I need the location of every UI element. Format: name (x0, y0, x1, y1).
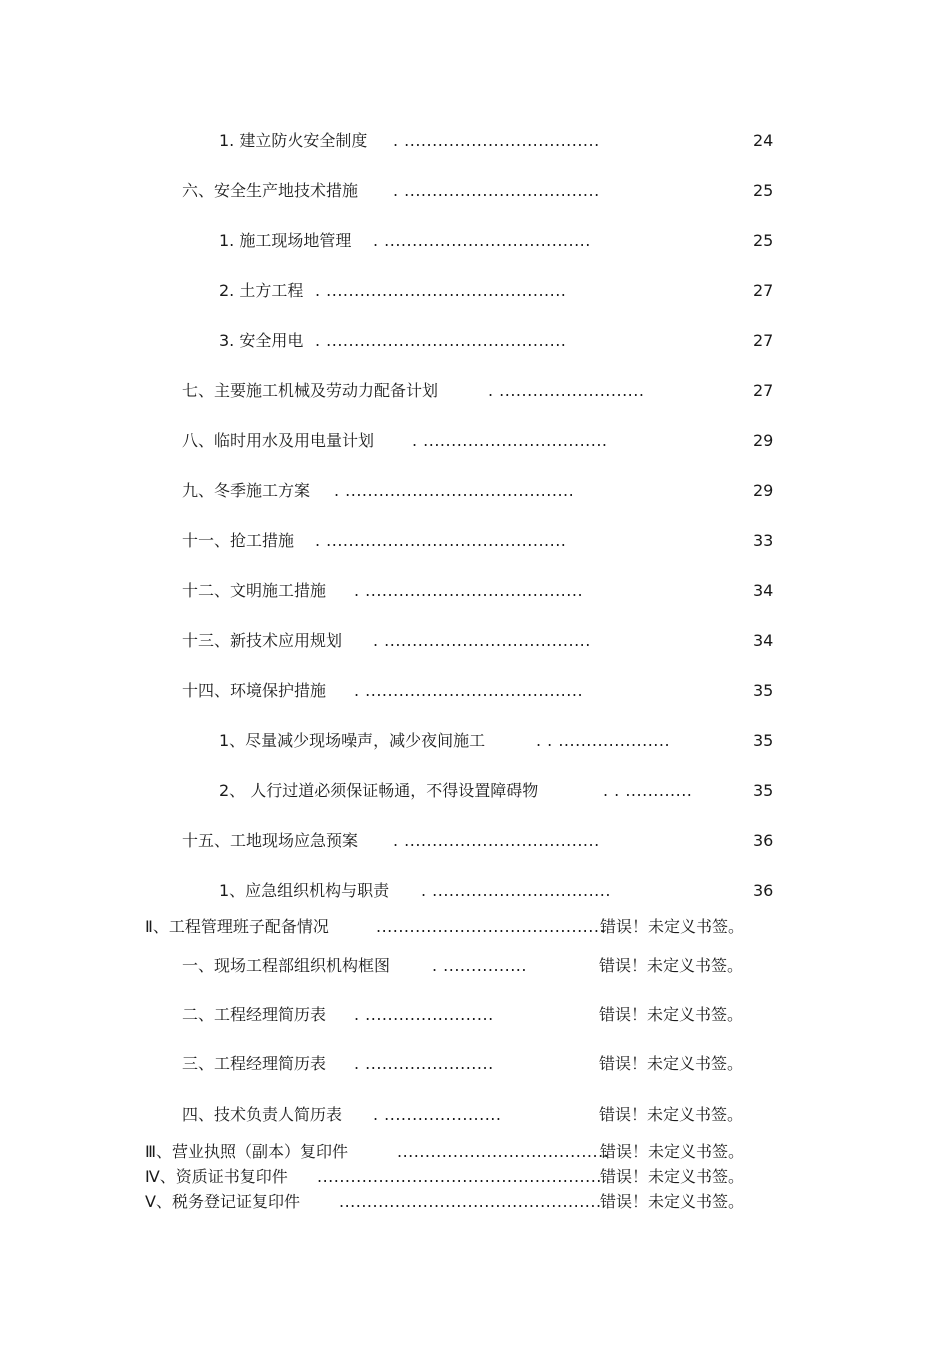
toc-leader-dots: . ..................... (373, 1105, 502, 1124)
toc-page-number: 错误！未定义书签。 (600, 1142, 745, 1161)
toc-leader-dots: ......................................... (376, 917, 606, 936)
toc-page-number: 29 (753, 481, 774, 500)
toc-entry-label: 七、主要施工机械及劳动力配备计划 (182, 381, 439, 400)
toc-leader-dots: . ....................... (354, 1054, 494, 1073)
toc-page-number: 34 (753, 631, 774, 650)
toc-entry-label: 八、临时用水及用电量计划 (182, 431, 375, 450)
toc-leader-dots: . ..................................... (373, 631, 591, 650)
toc-entry-label: 十四、环境保护措施 (182, 681, 327, 700)
toc-page-number: 36 (753, 881, 774, 900)
toc-entry-label: Ⅳ、资质证书复印件 (145, 1167, 288, 1186)
toc-page-number: 34 (753, 581, 774, 600)
toc-leader-dots: . ................................... (393, 831, 600, 850)
toc-leader-dots: ................................................... (317, 1167, 602, 1186)
toc-page-number: 29 (753, 431, 774, 450)
toc-page-number: 35 (753, 681, 774, 700)
toc-entry-label: 十一、抢工措施 (182, 531, 295, 550)
toc-page-number: 错误！未定义书签。 (599, 1005, 744, 1024)
toc-leader-dots: . ............... (432, 956, 527, 975)
toc-page-number: 错误！未定义书签。 (600, 1167, 745, 1186)
toc-leader-dots: . ........................................... (315, 531, 567, 550)
toc-entry-label: 一、现场工程部组织机构框图 (182, 956, 391, 975)
toc-entry-label: 1、尽量减少现场噪声，减少夜间施工 (219, 731, 486, 750)
toc-entry-label: 十三、新技术应用规划 (182, 631, 343, 650)
toc-entry-label: 1. 建立防火安全制度 (219, 131, 368, 150)
toc-entry-label: 二、工程经理简历表 (182, 1005, 327, 1024)
toc-leader-dots: . ..................................... (373, 231, 591, 250)
toc-leader-dots: . ................................... (393, 131, 600, 150)
toc-page-number: 错误！未定义书签。 (599, 1054, 744, 1073)
toc-leader-dots: . . ............ (603, 781, 693, 800)
toc-entry-label: 九、冬季施工方案 (182, 481, 311, 500)
toc-entry-label: Ⅲ、营业执照（副本）复印件 (145, 1142, 349, 1161)
toc-entry-label: 2、 人行过道必须保证畅通，不得设置障碍物 (219, 781, 539, 800)
toc-leader-dots: . ....................................... (354, 581, 584, 600)
toc-leader-dots: ...................................... (397, 1142, 610, 1161)
toc-page-number: 36 (753, 831, 774, 850)
toc-leader-dots: . .......................... (488, 381, 645, 400)
toc-entry-label: 1. 施工现场地管理 (219, 231, 352, 250)
toc-leader-dots: . ....................... (354, 1005, 494, 1024)
toc-leader-dots: . ......................................... (334, 481, 575, 500)
toc-page-number: 27 (753, 281, 774, 300)
toc-entry-label: 十二、文明施工措施 (182, 581, 327, 600)
toc-page-number: 25 (753, 181, 774, 200)
toc-page-number: 错误！未定义书签。 (599, 956, 744, 975)
toc-entry-label: 2. 土方工程 (219, 281, 304, 300)
toc-entry-label: 三、工程经理简历表 (182, 1054, 327, 1073)
toc-leader-dots: . ....................................... (354, 681, 584, 700)
toc-leader-dots: ............................................... (339, 1192, 602, 1211)
toc-leader-dots: . ........................................... (315, 281, 567, 300)
toc-entry-label: 十五、工地现场应急预案 (182, 831, 359, 850)
toc-entry-label: 3. 安全用电 (219, 331, 304, 350)
toc-page-number: 错误！未定义书签。 (600, 917, 745, 936)
toc-entry-label: 1、应急组织机构与职责 (219, 881, 390, 900)
toc-page-number: 24 (753, 131, 774, 150)
toc-entry-label: 六、安全生产地技术措施 (182, 181, 359, 200)
toc-leader-dots: . ................................. (412, 431, 608, 450)
toc-entry-label: Ⅴ、税务登记证复印件 (145, 1192, 300, 1211)
toc-page-number: 错误！未定义书签。 (600, 1192, 745, 1211)
toc-page-number: 33 (753, 531, 774, 550)
toc-page-number: 27 (753, 331, 774, 350)
toc-entry-label: 四、技术负责人简历表 (182, 1105, 343, 1124)
toc-page-number: 35 (753, 781, 774, 800)
toc-leader-dots: . ................................ (421, 881, 611, 900)
toc-leader-dots: . ................................... (393, 181, 600, 200)
toc-page-number: 25 (753, 231, 774, 250)
toc-page-number: 35 (753, 731, 774, 750)
toc-entry-label: Ⅱ、工程管理班子配备情况 (145, 917, 329, 936)
toc-page-number: 错误！未定义书签。 (599, 1105, 744, 1124)
toc-leader-dots: . . .................... (536, 731, 671, 750)
toc-leader-dots: . ........................................... (315, 331, 567, 350)
toc-page-number: 27 (753, 381, 774, 400)
